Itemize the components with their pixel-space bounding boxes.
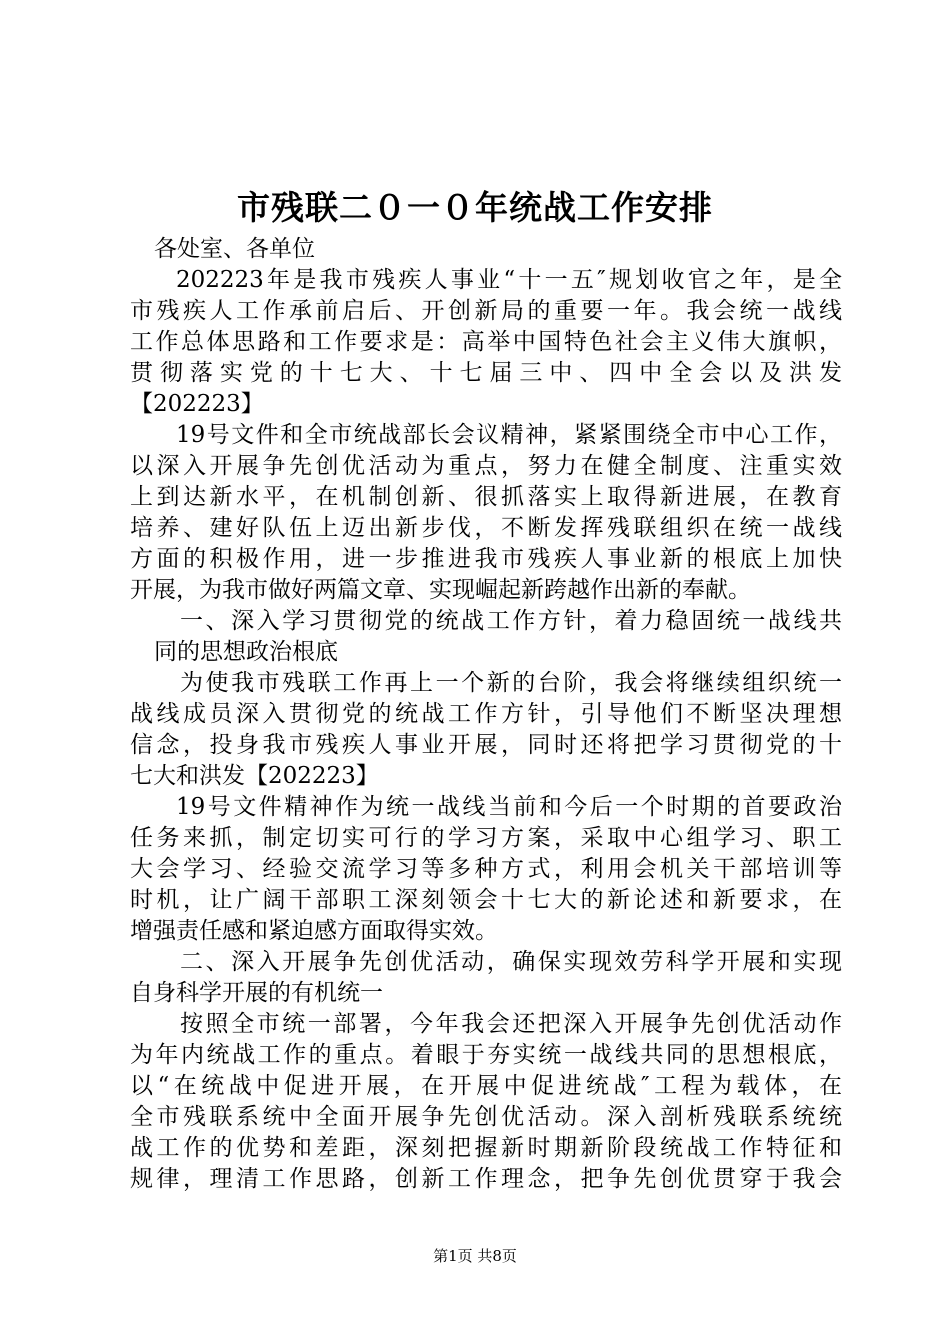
body-line: 上到达新水平，在机制创新、很抓落实上取得新进展，在教育	[130, 484, 842, 510]
body-line: 开展，为我市做好两篇文章、实现崛起新跨越作出新的奉献。	[130, 577, 751, 603]
body-line: 同的思想政治根底	[154, 639, 338, 665]
body-line: 202223年是我市残疾人事业“十一五″规划收官之年，是全	[176, 267, 842, 293]
body-line: 任务来抓，制定切实可行的学习方案，采取中心组学习、职工	[130, 825, 842, 851]
body-line: 自身科学开展的有机统一	[130, 980, 383, 1006]
body-line: 【202223】	[130, 391, 264, 417]
body-line: 培养、建好队伍上迈出新步伐，不断发挥残联组织在统一战线	[130, 515, 842, 541]
body-line: 以深入开展争先创优活动为重点，努力在健全制度、注重实效	[130, 453, 842, 479]
body-line: 市残疾人工作承前启后、开创新局的重要一年。我会统一战线	[130, 298, 842, 324]
body-line: 方面的积极作用，进一步推进我市残疾人事业新的根底上加快	[130, 546, 842, 572]
body-line: 全市残联系统中全面开展争先创优活动。深入剖析残联系统统	[130, 1104, 842, 1130]
body-line: 增强责任感和紧迫感方面取得实效。	[130, 918, 498, 944]
body-line: 信念，投身我市残疾人事业开展，同时还将把学习贯彻党的十	[130, 732, 842, 758]
document-title: 市残联二０一０年统战工作安排	[237, 188, 713, 227]
body-line: 战线成员深入贯彻党的统战工作方针，引导他们不断坚决理想	[130, 701, 842, 727]
body-line: 战工作的优势和差距，深刻把握新时期新阶段统战工作特征和	[130, 1135, 842, 1161]
body-line: 按照全市统一部署，今年我会还把深入开展争先创优活动作	[180, 1011, 842, 1037]
body-line: 一、深入学习贯彻党的统战工作方针，着力稳固统一战线共	[180, 608, 842, 634]
body-line: 工作总体思路和工作要求是：高举中国特色社会主义伟大旗帜，	[130, 329, 842, 355]
body-line: 各处室、各单位	[154, 236, 315, 262]
document-body	[130, 234, 842, 1195]
page-footer: 第1页 共8页	[433, 1247, 517, 1265]
body-line: 19号文件精神作为统一战线当前和今后一个时期的首要政治	[176, 794, 842, 820]
body-line: 大会学习、经验交流学习等多种方式，利用会机关干部培训等	[130, 856, 842, 882]
body-line: 贯彻落实党的十七大、十七届三中、四中全会以及洪发	[130, 360, 842, 386]
body-line: 为年内统战工作的重点。着眼于夯实统一战线共同的思想根底，	[130, 1042, 842, 1068]
body-line: 七大和洪发【202223】	[130, 763, 379, 789]
body-line: 以“在统战中促进开展，在开展中促进统战″工程为载体，在	[130, 1073, 842, 1099]
body-line: 二、深入开展争先创优活动，确保实现效劳科学开展和实现	[180, 949, 842, 975]
body-line: 时机，让广阔干部职工深刻领会十七大的新论述和新要求，在	[130, 887, 842, 913]
body-line: 19号文件和全市统战部长会议精神，紧紧围绕全市中心工作，	[176, 422, 842, 448]
body-line: 规律，理清工作思路，创新工作理念，把争先创优贯穿于我会	[130, 1166, 842, 1192]
body-line: 为使我市残联工作再上一个新的台阶，我会将继续组织统一	[180, 670, 842, 696]
